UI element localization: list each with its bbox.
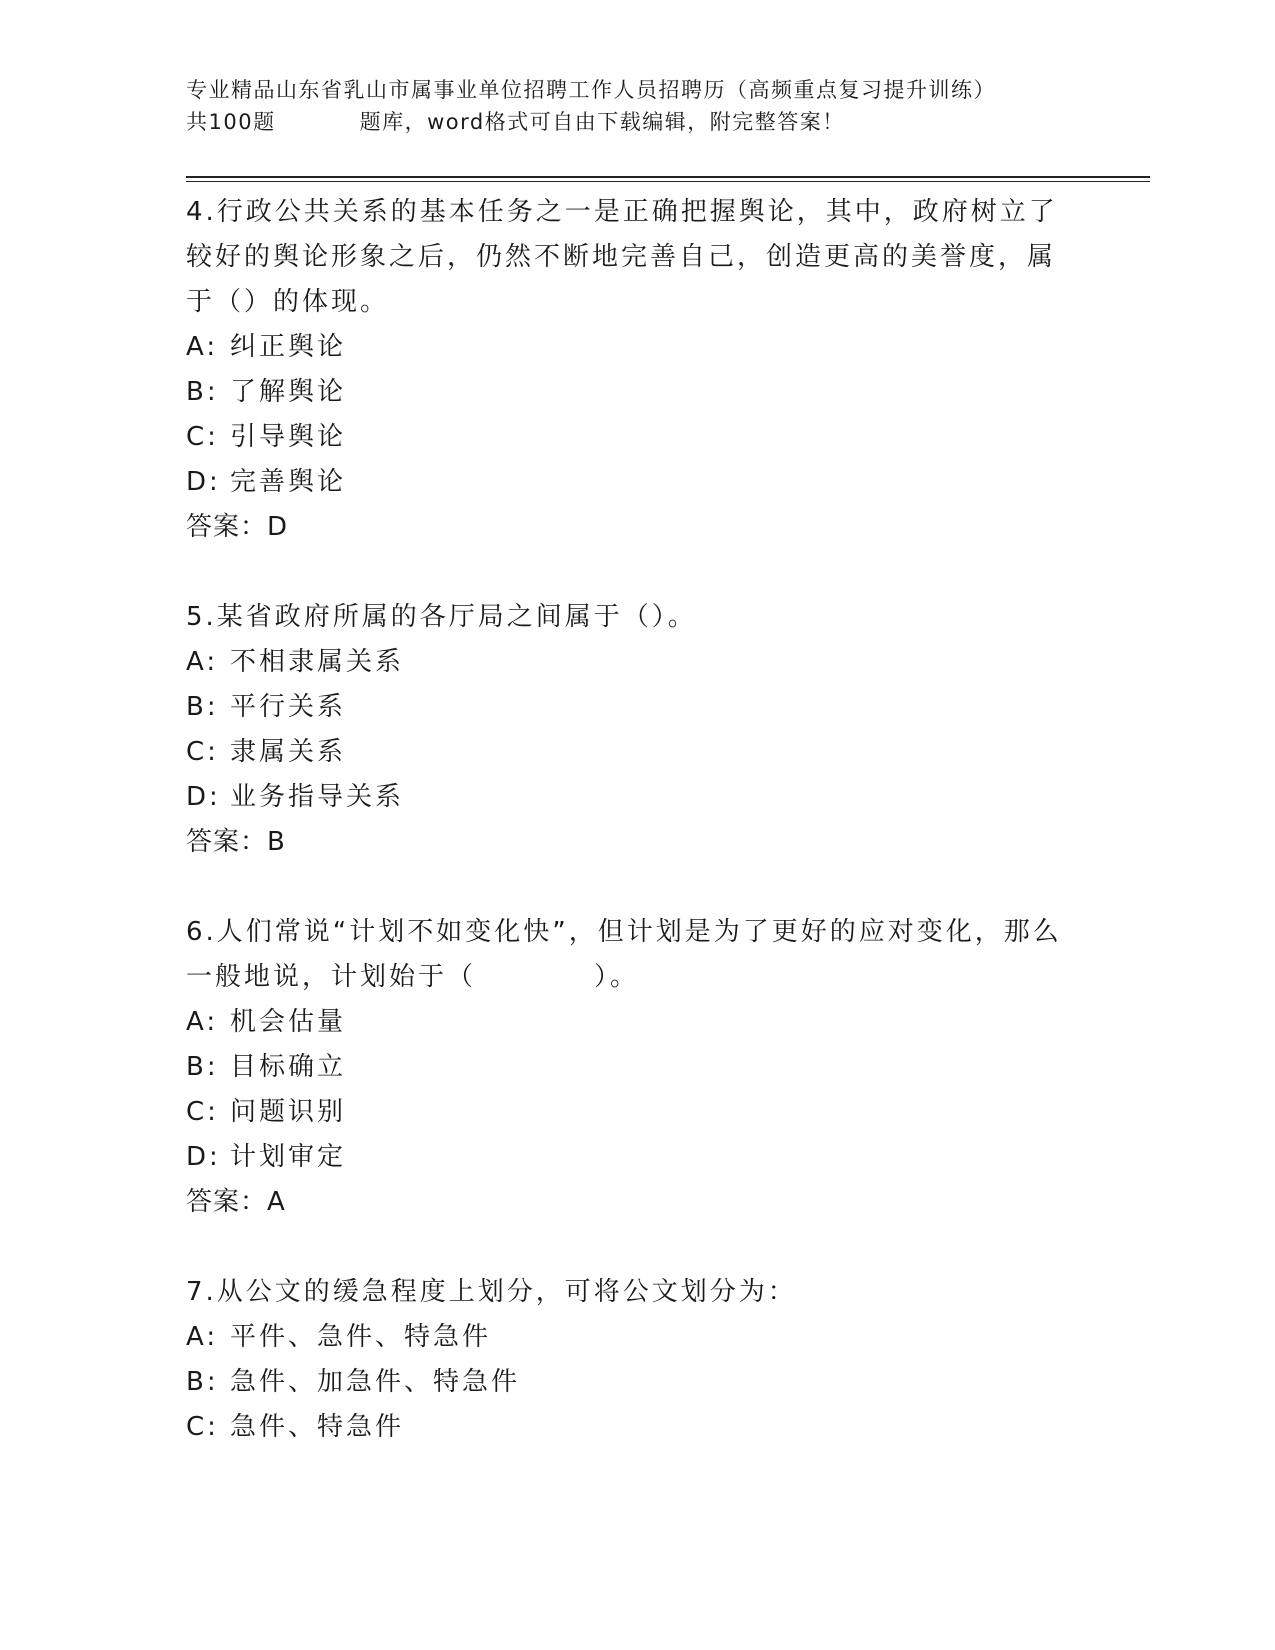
option-c: C: 问题识别 [186, 1097, 347, 1127]
question-stem: 4.行政公共关系的基本任务之一是正确把握舆论，其中，政府树立了较好的舆论形象之后，仍然不断地完善自己，创造更高的美誉度，属于（）的体现。 [186, 197, 1058, 317]
header-question-count: 共100题 [186, 110, 276, 134]
question-item [186, 910, 1146, 1225]
option-c: C: 急件、特急件 [186, 1412, 405, 1442]
option-c: C: 引导舆论 [186, 422, 347, 452]
option-a: A: 不相隶属关系 [186, 647, 405, 677]
question-item [186, 595, 1146, 865]
option-a: A: 纠正舆论 [186, 332, 347, 362]
question-list [186, 190, 1146, 1450]
option-b: B: 平行关系 [186, 692, 347, 722]
question-item [186, 1270, 1146, 1450]
header-title-line: 专业精品山东省乳山市属事业单位招聘工作人员招聘历（高频重点复习提升训练） [186, 78, 996, 102]
option-d: D: 计划审定 [186, 1142, 347, 1172]
question-stem: 7.从公文的缓急程度上划分，可将公文划分为： [186, 1277, 797, 1307]
answer-line: 答案：A [186, 1187, 286, 1217]
question-stem: 5.某省政府所属的各厅局之间属于（）。 [186, 602, 697, 632]
header-subtitle-line [186, 106, 1146, 138]
option-a: A: 机会估量 [186, 1007, 347, 1037]
option-b: B: 了解舆论 [186, 377, 347, 407]
option-d: D: 完善舆论 [186, 467, 347, 497]
answer-line: 答案：D [186, 512, 289, 542]
option-c: C: 隶属关系 [186, 737, 347, 767]
option-b: B: 急件、加急件、特急件 [186, 1367, 521, 1397]
answer-line: 答案：B [186, 827, 286, 857]
option-b: B: 目标确立 [186, 1052, 347, 1082]
question-stem: 6.人们常说“计划不如变化快”，但计划是为了更好的应对变化，那么一般地说，计划始于（ ）。 [186, 917, 1062, 992]
document-header [186, 74, 1146, 138]
header-description: 题库，word格式可自由下载编辑，附完整答案！ [359, 110, 845, 134]
header-divider-thick [186, 176, 1150, 178]
header-divider-thin [186, 181, 1150, 182]
option-a: A: 平件、急件、特急件 [186, 1322, 492, 1352]
option-d: D: 业务指导关系 [186, 782, 405, 812]
question-item [186, 190, 1146, 550]
